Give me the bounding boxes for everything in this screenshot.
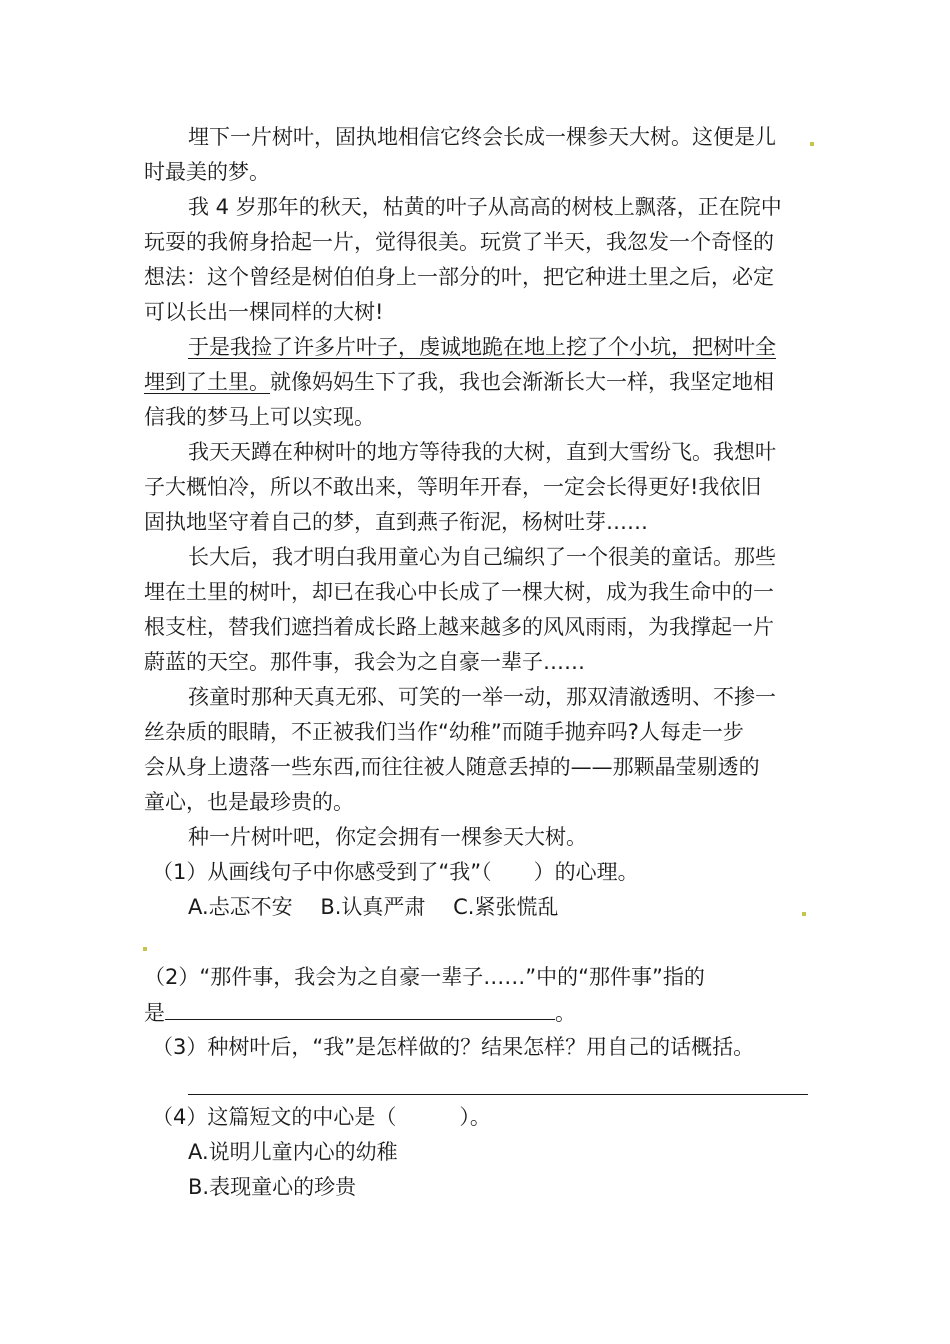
- passage-line: 埋下一片树叶，固执地相信它终会长成一棵参天大树。这便是儿: [188, 125, 776, 149]
- question-3-answer-line[interactable]: [188, 1094, 808, 1095]
- underlined-sentence: 埋到了土里。: [144, 370, 270, 394]
- speck-mark: [802, 912, 806, 916]
- passage-line: 长大后，我才明白我用童心为自己编织了一个很美的童话。那些: [188, 545, 776, 569]
- passage-line: 根支柱，替我们遮挡着成长路上越来越多的风风雨雨，为我撑起一片: [144, 615, 774, 639]
- passage-line: 埋在土里的树叶，却已在我心中长成了一棵大树，成为我生命中的一: [144, 580, 774, 604]
- passage-line: 固执地坚守着自己的梦，直到燕子衔泥，杨树吐芽……: [144, 510, 648, 534]
- question-2: （2）“那件事，我会为之自豪一辈子……”中的“那件事”指的: [144, 965, 705, 989]
- passage-line: 我天天蹲在种树叶的地方等待我的大树，直到大雪纷飞。我想叶: [188, 440, 776, 464]
- passage-line: 想法：这个曾经是树伯伯身上一部分的叶，把它种进土里之后，必定: [144, 265, 774, 289]
- passage-line: 会从身上遗落一些东西,而往往被人随意丢掉的——那颗晶莹剔透的: [144, 755, 760, 779]
- passage-line: 我 4 岁那年的秋天，枯黄的叶子从高高的树枝上飘落，正在院中: [188, 195, 782, 219]
- question-2-answer: [144, 995, 808, 1031]
- passage-line: 种一片树叶吧，你定会拥有一棵参天大树。: [188, 825, 587, 849]
- question-2-suffix: 。: [555, 1001, 576, 1025]
- passage-line: 可以长出一棵同样的大树!: [144, 300, 384, 324]
- answer-blank[interactable]: [165, 995, 555, 1020]
- speck-mark: [810, 142, 814, 146]
- question-4-option-b: B.表现童心的珍贵: [188, 1175, 357, 1199]
- passage-line: 玩耍的我俯身拾起一片，觉得很美。玩赏了半天，我忽发一个奇怪的: [144, 230, 774, 254]
- underlined-sentence: 于是我捡了许多片叶子，虔诚地跪在地上挖了个小坑，把树叶全: [188, 335, 776, 359]
- passage-line: 丝杂质的眼睛，不正被我们当作“幼稚”而随手抛弃吗?人每走一步: [144, 720, 744, 744]
- passage-line: 信我的梦马上可以实现。: [144, 405, 375, 429]
- question-1-options: A.忐忑不安 B.认真严肃 C.紧张慌乱: [188, 895, 559, 919]
- underlined-sentence-line: [144, 330, 808, 365]
- question-2-prefix: 是: [144, 1001, 165, 1025]
- speck-mark: [143, 947, 147, 951]
- question-4-option-a: A.说明儿童内心的幼稚: [188, 1140, 398, 1164]
- passage-line: 时最美的梦。: [144, 160, 270, 184]
- question-3: （3）种树叶后，“我”是怎样做的？结果怎样？用自己的话概括。: [152, 1035, 755, 1059]
- passage-line: 孩童时那种天真无邪、可笑的一举一动，那双清澈透明、不掺一: [188, 685, 776, 709]
- question-1: （1）从画线句子中你感受到了“我”（ ）的心理。: [152, 860, 639, 884]
- passage-text: 就像妈妈生下了我，我也会渐渐长大一样，我坚定地相: [270, 370, 774, 394]
- passage-line: [144, 365, 808, 400]
- passage-line: 子大概怕冷，所以不敢出来，等明年开春，一定会长得更好!我依旧: [144, 475, 762, 499]
- passage-line: 蔚蓝的天空。那件事，我会为之自豪一辈子……: [144, 650, 585, 674]
- question-4: （4）这篇短文的中心是（ ）。: [152, 1105, 491, 1129]
- passage-line: 童心，也是最珍贵的。: [144, 790, 354, 814]
